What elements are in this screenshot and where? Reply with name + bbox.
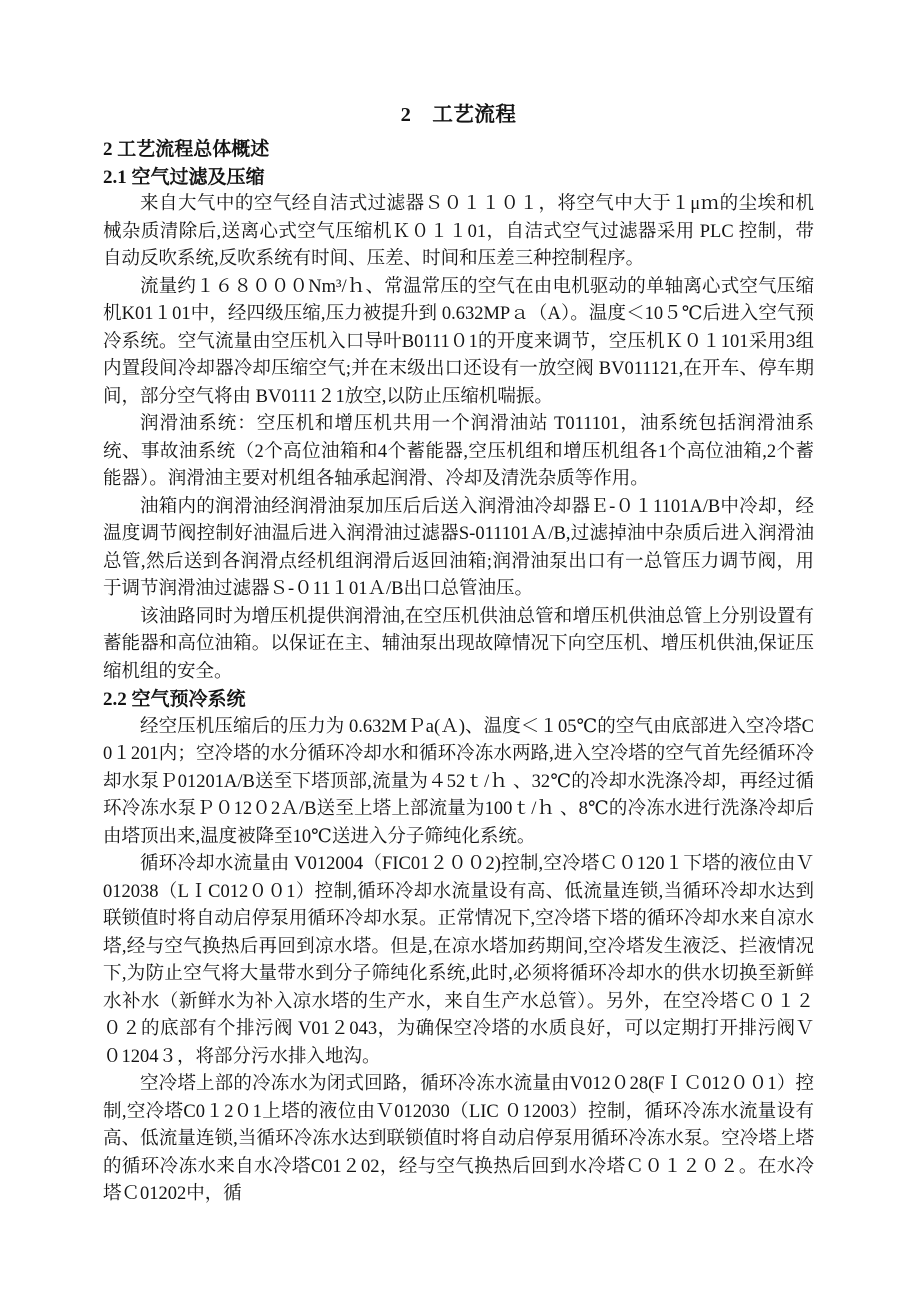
paragraph-cooling-water-control: 循环冷却水流量由 V012004（FIC01２００2)控制,空冷塔Ｃ０120１下塔的液位由Ｖ012038（LＩC012００1）控制,循环冷却水流量设有高、低流量连锁,当循环冷却水达到联锁值时将自动启停泵用循环冷却水泵。正常情况下,空冷塔下塔的循环冷却水来自凉水塔,经与空气换热后再回到凉水塔。但是,在凉水塔加药期间,空冷塔发生液泛、拦液情况下,为防止空气将大量带水到分子筛纯化系统,此时,必须将循环冷却水的供水切换至新鲜水补水（新鲜水为补入凉水塔的生产水，来自生产水总管）。另外，在空冷塔Ｃ０１２０２的底部有个排污阀 V01２043，为确保空冷塔的水质良好，可以定期打开排污阀Ｖ０1204３，将部分污水排入地沟。 (103, 854, 814, 1067)
paragraph-oil-backup-safety: 该油路同时为增压机提供润滑油,在空压机供油总管和增压机供油总管上分别设置有蓄能器和高位油箱。以保证在主、辅油泵出现故障情况下向空压机、增压机供油,保证压缩机组的安全。 (103, 606, 814, 682)
paragraph-flow-compression: 流量约１６８０００Nm³/ｈ、常温常压的空气在由电机驱动的单轴离心式空气压缩机K01１01中，经四级压缩,压力被提升到 0.632MPａ（A）。温度＜10５℃后进入空气预冷系统。空气流量由空压机入口导叶B0111０1的开度来调节，空压机Ｋ０１101采用3组内置段间冷却器冷却压缩空气;并在末级出口还设有一放空阀 BV011121,在开车、停车期间，部分空气将由 BV0111２1放空,以防止压缩机喘振。 (103, 276, 814, 407)
paragraph-lube-oil-system: 润滑油系统：空压机和增压机共用一个润滑油站 T011101，油系统包括润滑油系统、事故油系统（2个高位油箱和4个蓄能器,空压机组和增压机组各1个高位油箱,2个蓄能器）。润滑油主要对机组各轴承起润滑、冷却及清洗杂质等作用。 (103, 414, 814, 489)
paragraph-oil-cooling-filtering: 油箱内的润滑油经润滑油泵加压后后送入润滑油冷却器Ｅ-０１1101A/B中冷却，经温度调节阀控制好油温后进入润滑油过滤器S-011101Ａ/B,过滤掉油中杂质后进入润滑油总管,然后送到各润滑点经机组润滑后返回油箱;润滑油泵出口有一总管压力调节阀，用于调节润滑油过滤器Ｓ-０11１01Ａ/B出口总管油压。 (103, 496, 814, 599)
paragraph-chilled-water-control: 空冷塔上部的冷冻水为闭式回路，循环冷冻水流量由V012０28(FＩＣ012００1）控制,空冷塔C0１2０1上塔的液位由Ｖ012030（LIC ０12003）控制，循环冷冻水流量设有高、低流量连锁,当循环冷冻水达到联锁值时将自动启停泵用循环冷冻水泵。空冷塔上塔的循环冷冻水来自水冷塔C01２02，经与空气换热后回到水冷塔Ｃ０１２０２。在水冷塔Ｃ01202中，循 (103, 1074, 814, 1204)
paragraph-precooling-intro: 经空压机压缩后的压力为 0.632MＰa(Ａ)、温度＜１05℃的空气由底部进入空冷塔C0１201内；空冷塔的水分循环冷却水和循环冷冻水两路,进入空冷塔的空气首先经循环冷却水泵Ｐ01201A/B送至下塔顶部,流量为４52ｔ/ｈ 、32℃的冷却水洗涤冷却，再经过循环冷冻水泵Ｐ０12０2Ａ/B送至上塔上部流量为100ｔ/ｈ 、8℃的冷冻水进行洗涤冷却后由塔顶出来,温度被降至10℃送进入分子筛纯化系统。 (103, 716, 814, 847)
heading-2-1-air-filter-compression: 2.1 空气过滤及压缩 (103, 166, 265, 188)
heading-process-overview: 2 工艺流程总体概述 (103, 139, 270, 160)
heading-2-2-air-precooling: 2.2 空气预冷系统 (103, 689, 246, 710)
paragraph-air-filter: 来自大气中的空气经自洁式过滤器Ｓ０１１０１，将空气中大于１μｍ的尘埃和机械杂质清除后,送离心式空气压缩机Ｋ０１１01，自洁式空气过滤器采用 PLC 控制，带自动反吹系统,反吹系统有时间、压差、时间和压差三种控制程序。 (103, 194, 814, 269)
document-title: 2 工艺流程 (400, 104, 517, 126)
